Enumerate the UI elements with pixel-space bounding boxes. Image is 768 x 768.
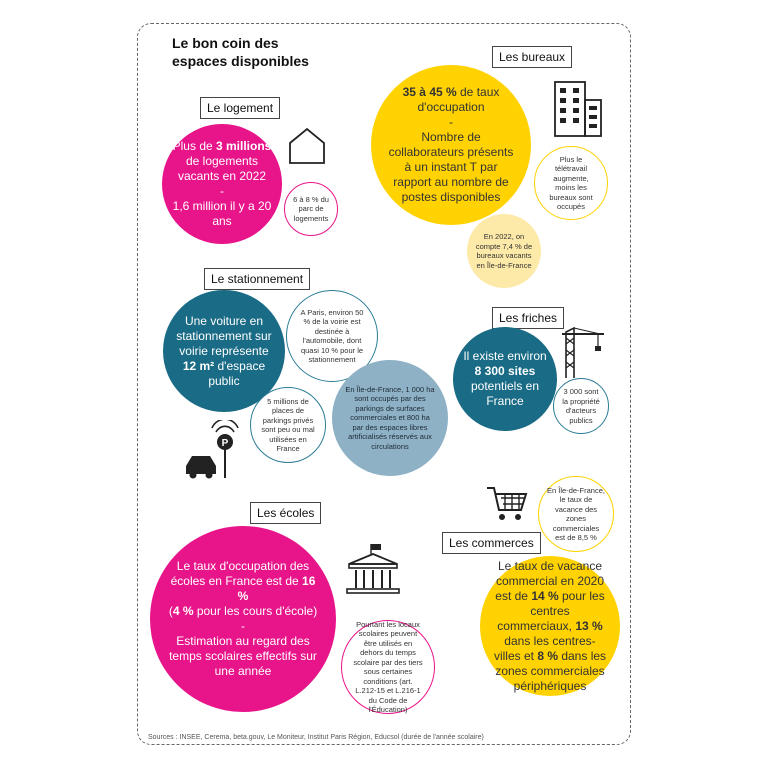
- bureaux-aside-circle-2: [467, 214, 541, 288]
- text-part: Il existe environ: [463, 349, 547, 363]
- text-highlight: 16 %: [237, 574, 316, 603]
- bureaux-aside-circle-1: [534, 146, 608, 220]
- text-part: Plus de: [172, 139, 216, 153]
- logement-main-circle: [162, 124, 282, 244]
- title-line-2: espaces disponibles: [172, 53, 309, 69]
- title-line-1: Le bon coin des: [172, 35, 279, 51]
- friches-aside-circle: [553, 378, 609, 434]
- section-label-commerces: Les commerces: [442, 532, 541, 554]
- text-dash: -: [220, 184, 224, 198]
- stationnement-aside-circle-2: [250, 387, 326, 463]
- sources-footnote: Sources : INSEE, Cerema, beta.gouv, Le Moniteur, Institut Paris Région, Educsol (durée de l'année scolaire): [148, 734, 484, 741]
- commerces-aside-circle: [538, 476, 614, 552]
- ecoles-aside-text: Pourtant les locaux scolaires peuvent être utilisés en dehors du temps scolaire par des tiers sous certaines conditions (art. L.212-15 et L.216-1 du Code de l'Éducation): [353, 619, 423, 714]
- text-part: Le taux d'occupation des écoles en France est de: [170, 559, 310, 588]
- text-highlight: 13 %: [575, 618, 603, 633]
- commerces-main-circle: [480, 556, 620, 696]
- commerces-aside-text: En Île-de-France, le taux de vacance des zones commerciales est de 8,5 %: [547, 485, 605, 542]
- text-part: potentiels en France: [470, 379, 540, 408]
- svg-text:P: P: [221, 438, 229, 449]
- text-part: 1,6 million il y a 20 ans: [172, 199, 272, 228]
- parking-car-icon: [182, 420, 244, 482]
- section-label-friches: Les friches: [492, 307, 564, 329]
- crane-icon: [560, 326, 606, 378]
- page-title: [172, 34, 309, 70]
- text-highlight: 8 300 sites: [474, 364, 536, 378]
- bureaux-main-text: [387, 85, 515, 205]
- text-part: Le taux de vacance commercial en 2020 est de: [495, 558, 605, 603]
- text-dash: -: [241, 619, 245, 633]
- text-part: Une voiture en stationnement sur voirie représente: [176, 313, 272, 358]
- stationnement-main-text: [175, 314, 273, 389]
- text-part: dans les zones commerciales périphériques: [495, 648, 607, 693]
- section-label-ecoles: Les écoles: [250, 502, 321, 524]
- section-label-logement: Le logement: [200, 97, 280, 119]
- friches-main-text: [463, 349, 547, 409]
- text-highlight: 4 %: [172, 604, 194, 618]
- ecoles-main-circle: [150, 526, 336, 712]
- school-icon: [345, 542, 401, 598]
- text-highlight: 8 %: [537, 648, 558, 663]
- text-line: [168, 604, 318, 619]
- text-highlight: 35 à 45 %: [402, 85, 457, 99]
- ecoles-aside-circle: [341, 620, 435, 714]
- bureaux-main-circle: [371, 65, 531, 225]
- commerces-main-text: [492, 559, 608, 694]
- house-icon: [287, 125, 327, 165]
- bureaux-aside-2-text: En 2022, on compte 7,4 % de bureaux vacants en Île-de-France: [475, 232, 533, 270]
- bureaux-aside-1-text: Plus le télétravail augmente, moins les bureaux sont occupés: [549, 154, 593, 211]
- text-part: de logements vacants en 2022: [177, 154, 267, 183]
- section-label-stationnement: Le stationnement: [204, 268, 310, 290]
- ecoles-main-text: [168, 559, 318, 679]
- friches-main-circle: [453, 327, 557, 431]
- stationnement-aside-3-text: En Île-de-France, 1 000 ha sont occupés par des parkings de surfaces commerciales et 800 ha par des espaces libres artificialisés réservés aux circulations: [345, 384, 435, 451]
- text-part: (: [168, 604, 173, 618]
- shopping-cart-icon: [485, 484, 529, 524]
- text-part: de taux d'occupation: [417, 85, 500, 114]
- section-label-bureaux: Les bureaux: [492, 46, 572, 68]
- office-building-icon: [547, 78, 605, 138]
- text-part: dans les centres-villes et: [493, 633, 596, 663]
- logement-aside-circle: [284, 182, 338, 236]
- text-dash: -: [449, 115, 453, 129]
- text-part: pour les centres commerciaux,: [497, 588, 605, 633]
- text-part: Nombre de collaborateurs présents à un instant T par rapport au nombre de postes disponibles: [388, 130, 514, 204]
- text-part: Estimation au regard des temps scolaires effectifs sur une année: [169, 634, 317, 678]
- logement-main-text: [172, 139, 272, 229]
- logement-aside-text: 6 à 8 % du parc de logements: [293, 194, 329, 223]
- stationnement-aside-2-text: 5 millions de places de parkings privés sont peu ou mal utilisées en France: [261, 396, 315, 453]
- stationnement-aside-circle-3: [332, 360, 448, 476]
- stationnement-aside-1-text: A Paris, environ 50 % de la voirie est destinée à l'automobile, dont quasi 10 % pour le stationnement: [300, 307, 364, 364]
- friches-aside-text: 3 000 sont la propriété d'acteurs publics: [562, 387, 600, 425]
- text-highlight: 12 m²: [182, 358, 215, 373]
- text-highlight: 3 millions: [216, 139, 272, 153]
- text-highlight: 14 %: [531, 588, 559, 603]
- text-part: pour les cours d'école): [193, 604, 318, 618]
- text-part: d'espace public: [208, 358, 266, 388]
